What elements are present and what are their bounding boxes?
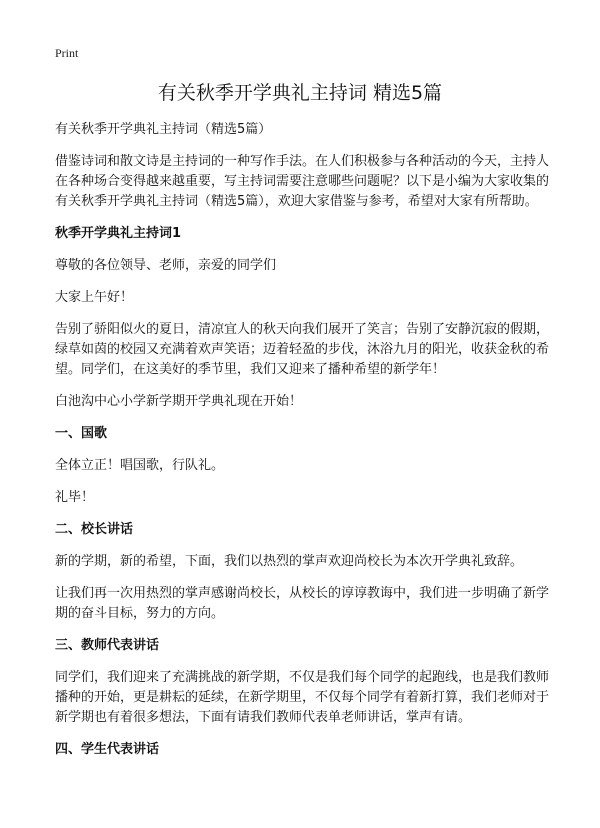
morning-greeting: 大家上午好！: [55, 290, 134, 305]
page-title: 有关秋季开学典礼主持词 精选5篇: [157, 82, 443, 104]
opening-paragraph: 告别了骄阳似火的夏日，清凉宜人的秋天向我们展开了笑言；告别了安静沉寂的假期，绿草如茵的校园又充满着欢声笑语；迈着轻盈的步伐，沐浴九月的阳光，收获金秋的希望。同学们，在这美好的季节里，我们又迎来了播种希望的新学年！: [55, 322, 550, 377]
teacher-intro: 同学们，我们迎来了充满挑战的新学期，不仅是我们每个同学的起跑线，也是我们教师播种的开始，更是耕耘的延续，在新学期里，不仅每个同学有着新打算，我们老师对于新学期也有着很多想法，下面有请我们教师代表单老师讲话，掌声有请。: [55, 670, 550, 725]
principal-heading: 二、校长讲话: [55, 522, 134, 537]
anthem-heading: 一、国歌: [55, 426, 108, 441]
principal-intro: 新的学期，新的希望，下面，我们以热烈的掌声欢迎尚校长为本次开学典礼致辞。: [55, 554, 524, 569]
anthem-instruction: 全体立正！唱国歌，行队礼。: [55, 458, 225, 473]
section-heading: 秋季开学典礼主持词1: [55, 226, 182, 241]
greeting-line: 尊敬的各位领导、老师，亲爱的同学们: [55, 258, 277, 273]
document-subtitle: 有关秋季开学典礼主持词（精选5篇）: [55, 122, 272, 137]
principal-thanks: 让我们再一次用热烈的掌声感谢尚校长，从校长的谆谆教诲中，我们进一步明确了新学期的奋斗目标，努力的方向。: [55, 586, 550, 621]
student-heading: 四、学生代表讲话: [55, 742, 160, 757]
document-body: [55, 120, 550, 772]
anthem-end: 礼毕！: [55, 490, 95, 505]
intro-paragraph: 借鉴诗词和散文诗是主持词的一种写作手法。在人们积极参与各种活动的今天，主持人在各种场合变得越来越重要，写主持词需要注意哪些问题呢？以下是小编为大家收集的有关秋季开学典礼主持词（精选5篇），欢迎大家借鉴与参考，希望对大家有所帮助。: [55, 154, 550, 209]
print-label: Print: [55, 46, 79, 60]
teacher-heading: 三、教师代表讲话: [55, 638, 160, 653]
ceremony-start: 白池沟中心小学新学期开学典礼现在开始！: [55, 394, 303, 409]
